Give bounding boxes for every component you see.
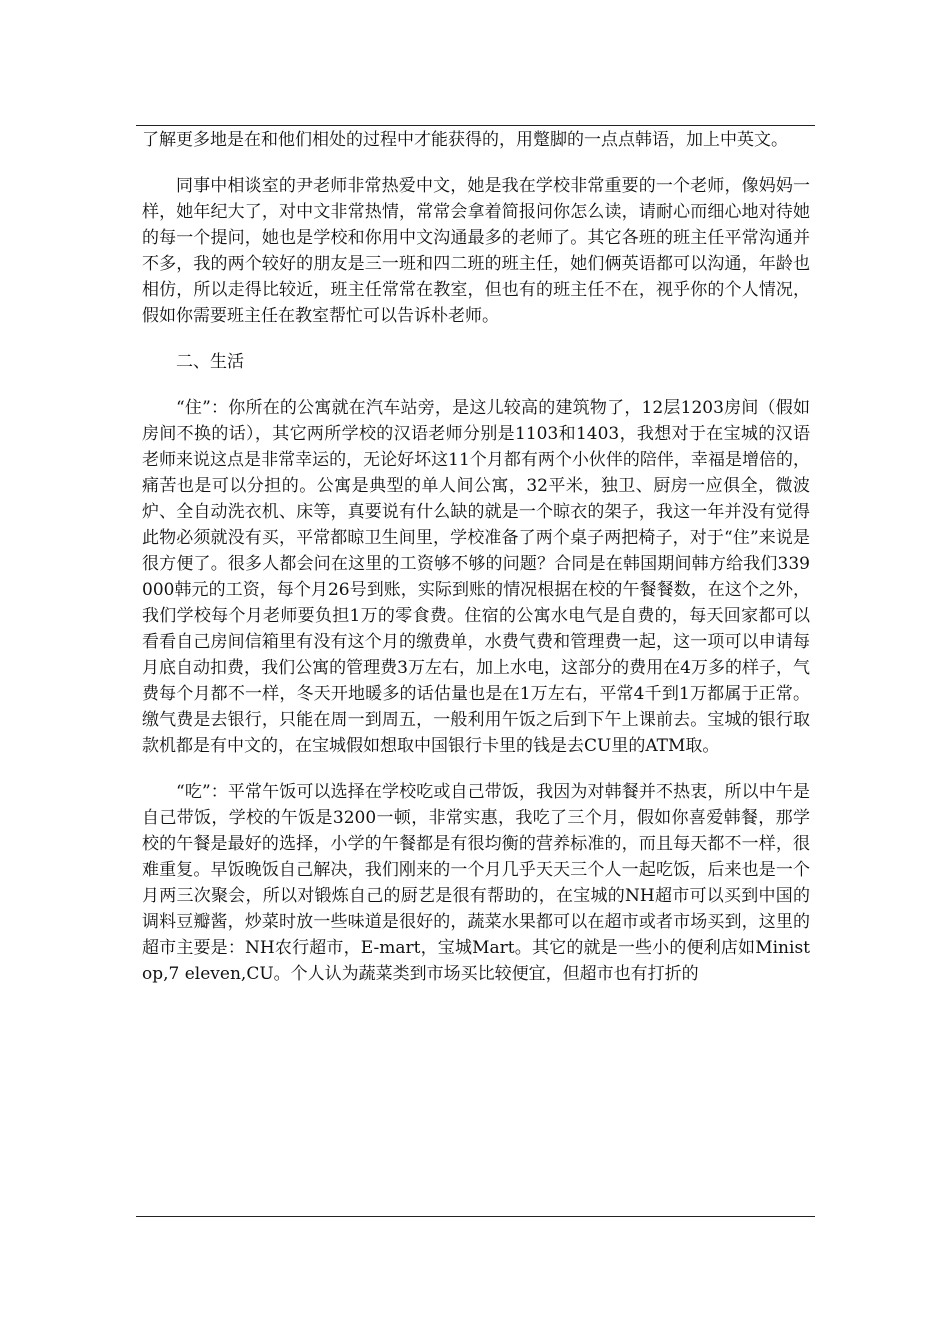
top-rule xyxy=(136,125,815,126)
paragraph-housing: “住”：你所在的公寓就在汽车站旁，是这儿较高的建筑物了，12层1203房间（假如房间不换的话），其它两所学校的汉语老师分别是1103和1403，我想对于在宝城的汉语老师来说这点是非常幸运的，无论好坏这11个月都有两个小伙伴的陪伴，幸福是增倍的，痛苦也是可以分担的。公寓是典型的单人间公寓，32平米，独卫、厨房一应俱全，微波炉、全自动洗衣机、床等，真要说有什么缺的就是一个晾衣的架子，我这一年并没有觉得此物必须就没有买，平常都晾卫生间里，学校准备了两个桌子两把椅子，对于“住”来说是很方便了。很多人都会问在这里的工资够不够的问题？合同是在韩国期间韩方给我们339000韩元的工资，每个月26号到账，实际到账的情况根据在校的午餐餐数，在这个之外，我们学校每个月老师要负担1万的零食费。住宿的公寓水电气是自费的，每天回家都可以看看自己房间信箱里有没有这个月的缴费单，水费气费和管理费一起，这一项可以申请每月底自动扣费，我们公寓的管理费3万左右，加上水电，这部分的费用在4万多的样子，气费每个月都不一样，冬天开地暖多的话估量也是在1万左右，平常4千到1万都属于正常。缴气费是去银行，只能在周一到周五，一般利用午饭之后到下午上课前去。宝城的银行取款机都是有中文的，在宝城假如想取中国银行卡里的钱是去CU里的ATM取。 xyxy=(142,398,810,756)
bottom-rule xyxy=(136,1216,815,1217)
paragraph-continuation: 了解更多地是在和他们相处的过程中才能获得的，用蹩脚的一点点韩语，加上中英文。 xyxy=(142,130,788,150)
document-body xyxy=(142,127,810,987)
paragraph-colleagues: 同事中相谈室的尹老师非常热爱中文，她是我在学校非常重要的一个老师，像妈妈一样，她年纪大了，对中文非常热情，常常会拿着简报问你怎么读，请耐心而细心地对待她的每一个提问，她也是学校和你用中文沟通最多的老师了。其它各班的班主任平常沟通并不多，我的两个较好的朋友是三一班和四二班的班主任，她们俩英语都可以沟通，年龄也相仿，所以走得比较近，班主任常常在教室，但也有的班主任不在，视乎你的个人情况，假如你需要班主任在教室帮忙可以告诉朴老师。 xyxy=(142,176,810,326)
paragraph-food: “吃”：平常午饭可以选择在学校吃或自己带饭，我因为对韩餐并不热衷，所以中午是自己带饭，学校的午饭是3200一顿，非常实惠，我吃了三个月，假如你喜爱韩餐，那学校的午餐是最好的选择，小学的午餐都是有很均衡的营养标准的，而且每天都不一样，很难重复。早饭晚饭自己解决，我们刚来的一个月几乎天天三个人一起吃饭，后来也是一个月两三次聚会，所以对锻炼自己的厨艺是很有帮助的，在宝城的NH超市可以买到中国的调料豆瓣酱，炒菜时放一些味道是很好的，蔬菜水果都可以在超市或者市场买到，这里的超市主要是：NH农行超市，E-mart，宝城Mart。其它的就是一些小的便利店如Ministop,7 eleven,CU。个人认为蔬菜类到市场买比较便宜，但超市也有打折的 xyxy=(142,782,810,984)
section-heading-life: 二、生活 xyxy=(176,352,244,372)
